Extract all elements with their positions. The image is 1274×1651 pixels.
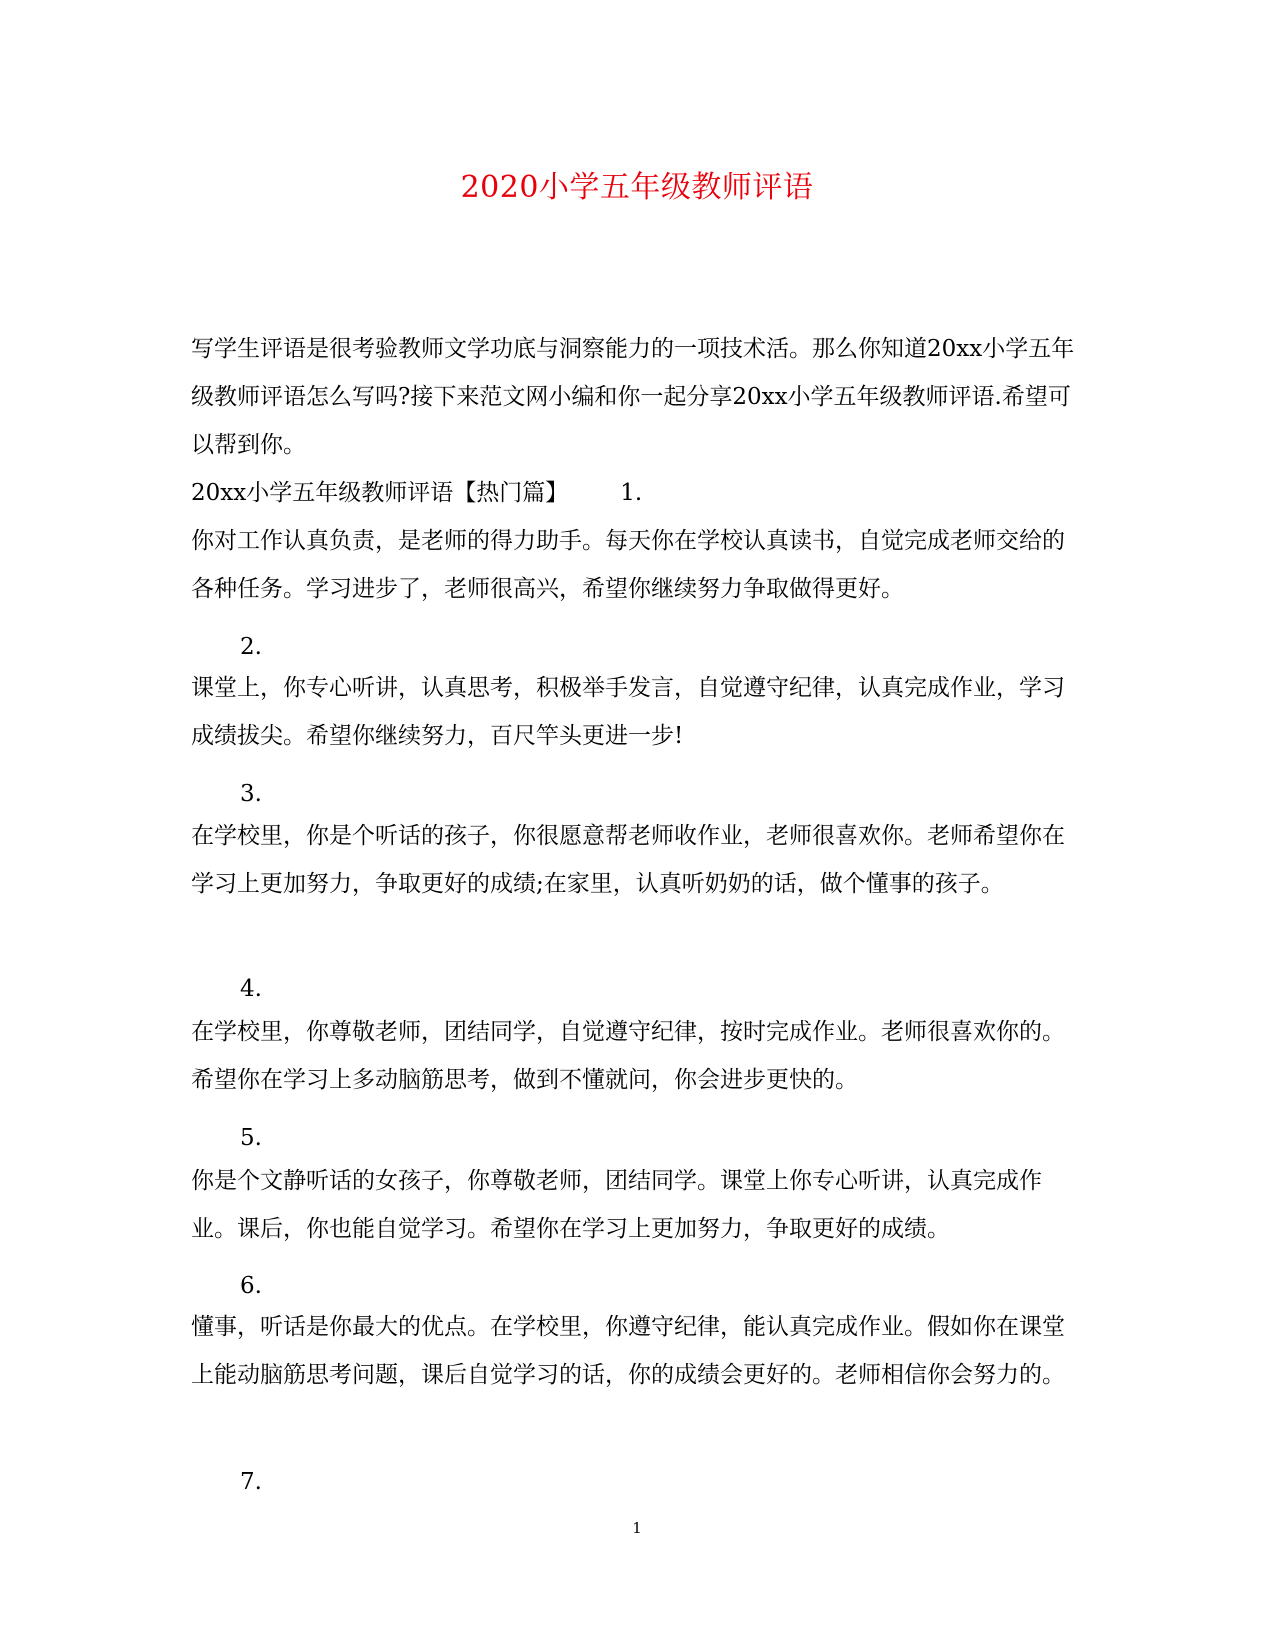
comment-paragraph-6: 懂事，听话是你最大的优点。在学校里，你遵守纪律，能认真完成作业。假如你在课堂上能动脑筋思考问题，课后自觉学习的话，你的成绩会更好的。老师相信你会努力的。 [191,1314,1065,1388]
item-number-3: 3. [240,781,262,807]
intro-paragraph: 写学生评语是很考验教师文学功底与洞察能力的一项技术活。那么你知道20xx小学五年级教师评语怎么写吗?接下来范文网小编和你一起分享20xx小学五年级教师评语.希望可以帮到你。 [191,336,1075,458]
item-number-7: 7. [240,1469,262,1495]
page-number: 1 [632,1519,642,1537]
comment-paragraph-3: 在学校里，你是个听话的孩子，你很愿意帮老师收作业，老师很喜欢你。老师希望你在学习上更加努力，争取更好的成绩;在家里，认真听奶奶的话，做个懂事的孩子。 [191,823,1065,897]
section-heading-line [191,469,1081,517]
item-number-1: 1. [620,480,643,506]
comment-paragraph-2: 课堂上，你专心听讲，认真思考，积极举手发言，自觉遵守纪律，认真完成作业，学习成绩拔尖。希望你继续努力，百尺竿头更进一步! [191,675,1065,749]
item-number-5: 5. [240,1125,262,1151]
comment-paragraph-5: 你是个文静听话的女孩子，你尊敬老师，团结同学。课堂上你专心听讲，认真完成作业。课后，你也能自觉学习。希望你在学习上更加努力，争取更好的成绩。 [191,1168,1042,1242]
item-number-6: 6. [240,1273,262,1299]
page-title: 2020小学五年级教师评语 [460,170,814,205]
section-heading: 20xx小学五年级教师评语【热门篇】 [191,480,569,506]
item-number-2: 2. [240,634,262,660]
comment-paragraph-1: 你对工作认真负责，是老师的得力助手。每天你在学校认真读书，自觉完成老师交给的各种任务。学习进步了，老师很高兴，希望你继续努力争取做得更好。 [191,528,1065,602]
comment-paragraph-4: 在学校里，你尊敬老师，团结同学，自觉遵守纪律，按时完成作业。老师很喜欢你的。希望你在学习上多动脑筋思考，做到不懂就问，你会进步更快的。 [191,1019,1065,1093]
item-number-4: 4. [240,976,262,1002]
